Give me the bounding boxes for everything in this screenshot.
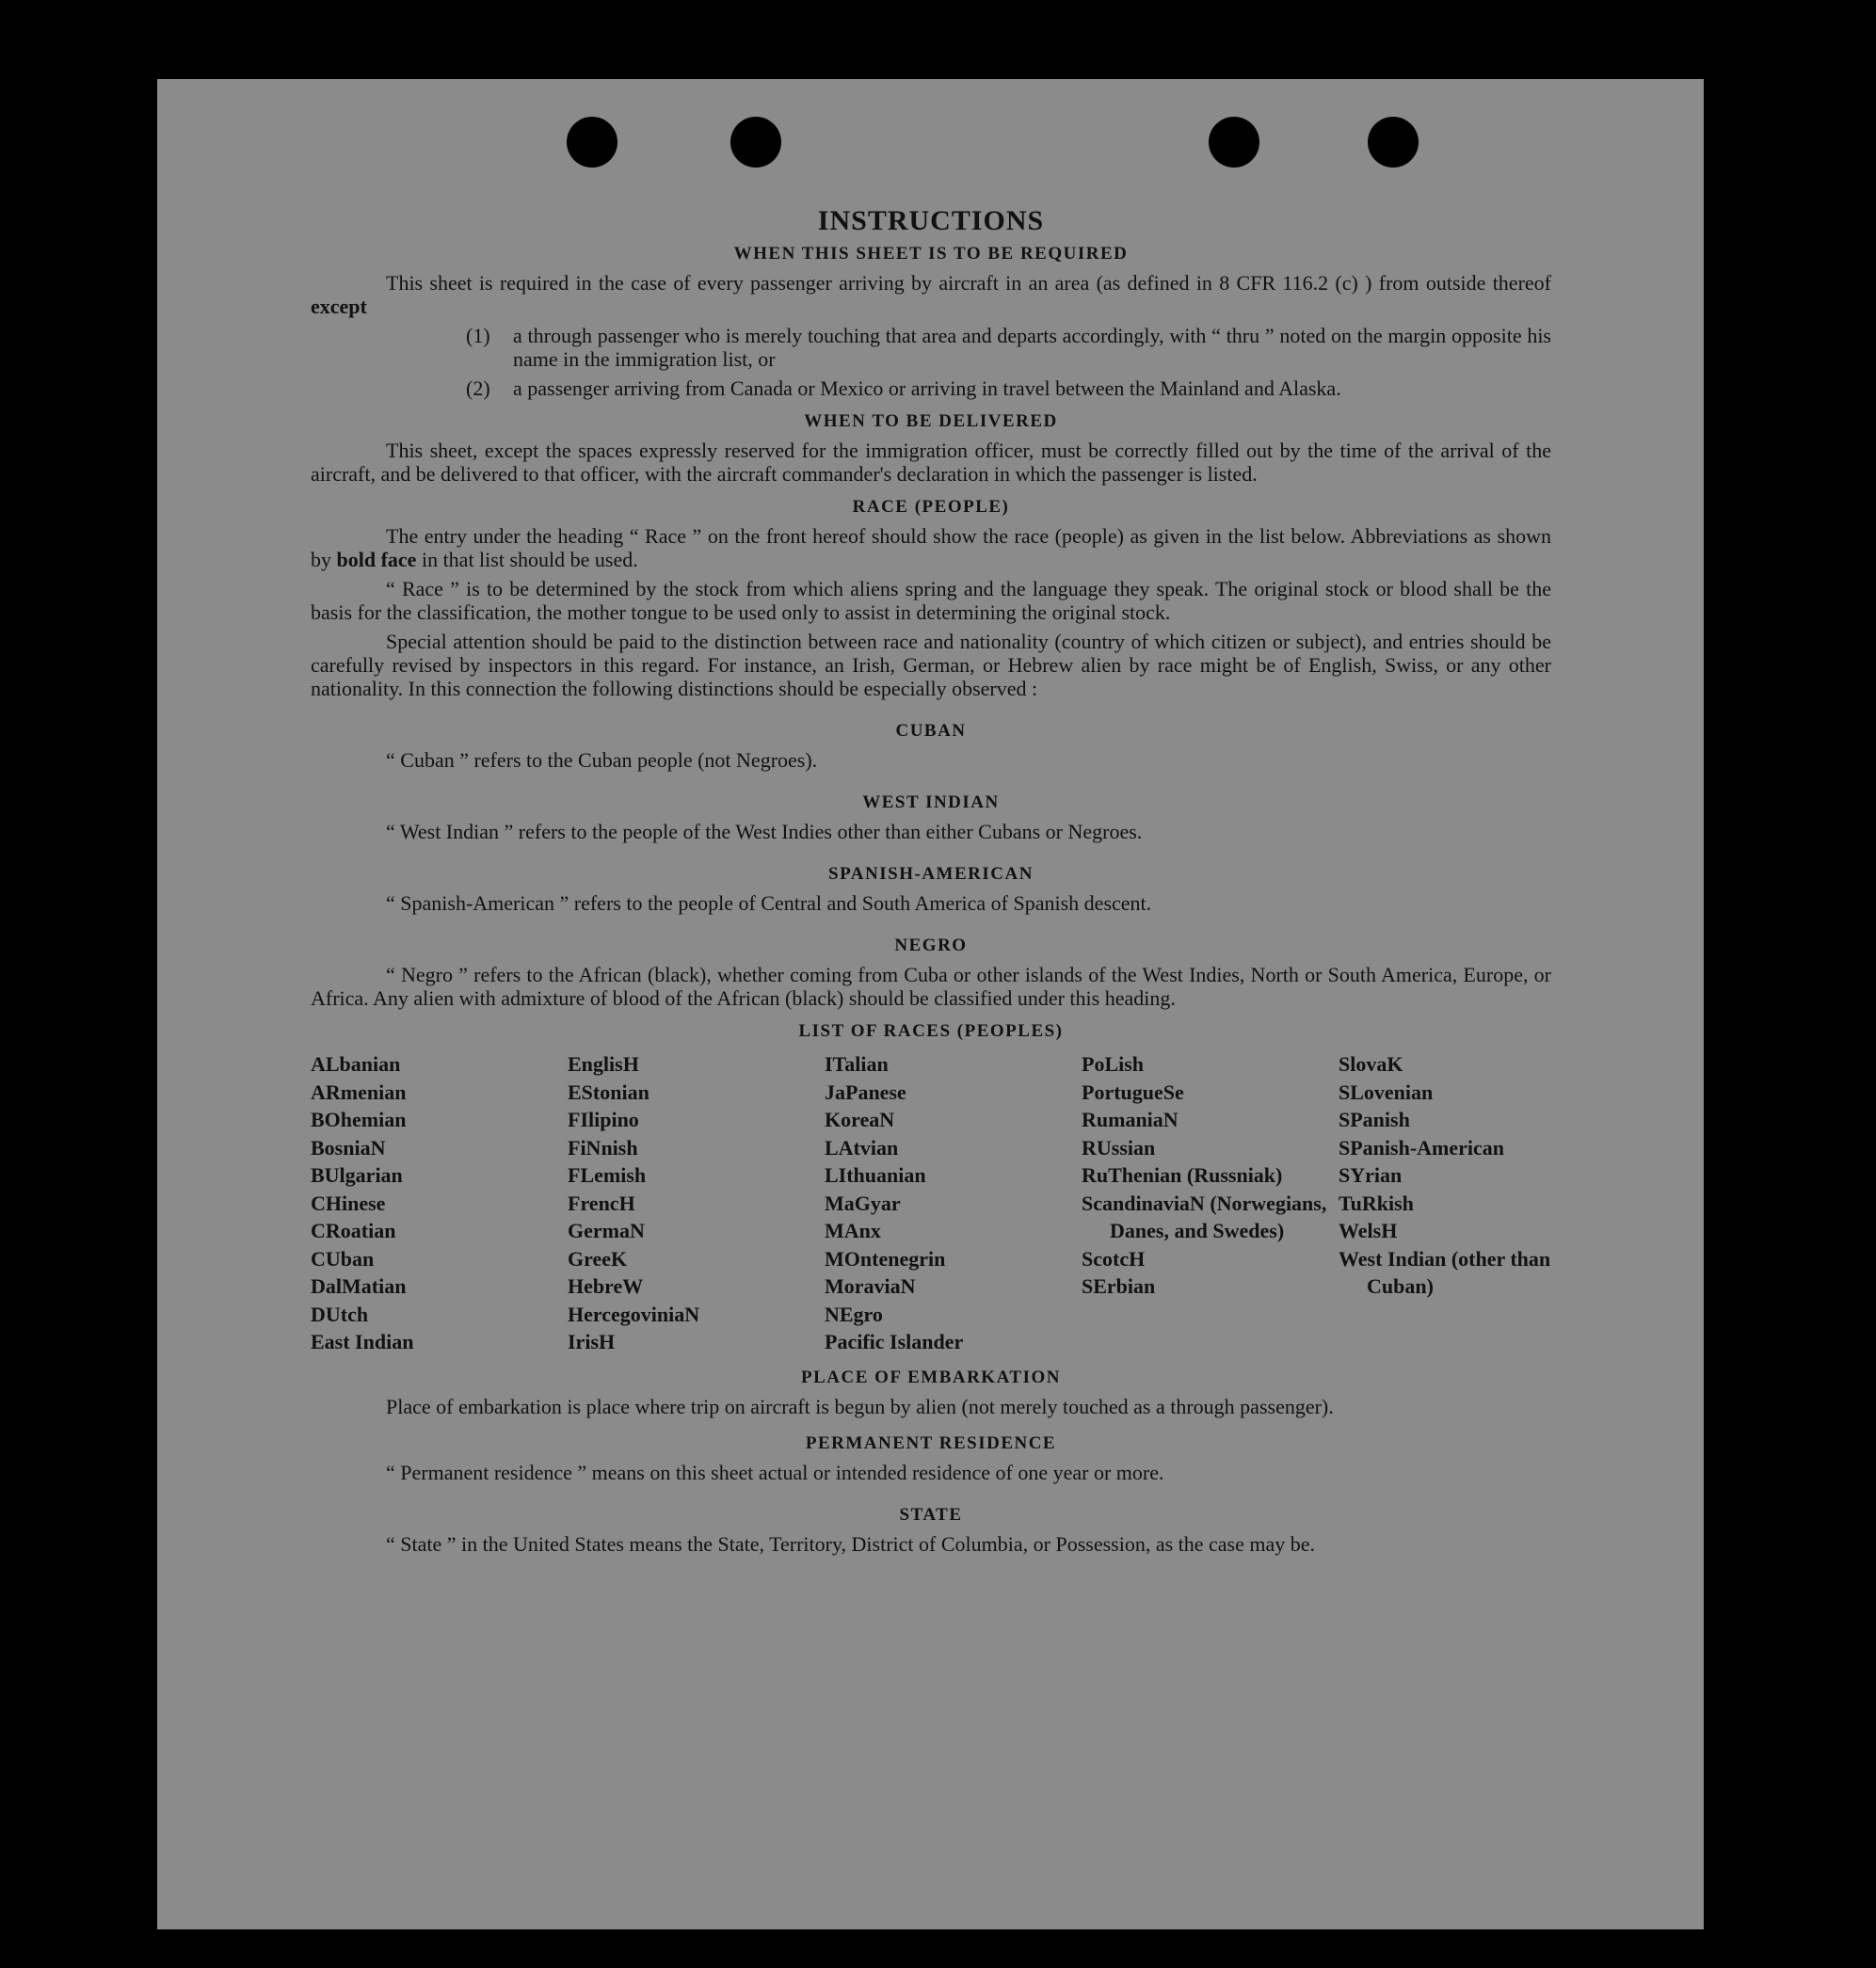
section-heading: WEST INDIAN <box>862 792 1000 812</box>
paragraph: Special attention should be paid to the distinction between race and nationality (country of which citizen or subject), and entries should be carefully revised by inspectors in this regard. For instance, an Irish, German, or Hebrew alien by race might be of English, Swiss, or any other nationality. In this connection the following distinctions should be especially observed : <box>311 630 1551 700</box>
section-heading: WHEN THIS SHEET IS TO BE REQUIRED <box>733 244 1129 264</box>
race-item: LAtvian <box>825 1135 899 1160</box>
race-item: RumaniaN <box>1082 1108 1179 1131</box>
section-heading: PLACE OF EMBARKATION <box>801 1367 1061 1387</box>
punch-hole <box>1209 117 1259 168</box>
section-heading: LIST OF RACES (PEOPLES) <box>798 1021 1064 1041</box>
page-title: INSTRUCTIONS <box>817 205 1045 236</box>
race-item: LIthuanian <box>825 1163 926 1187</box>
race-column <box>568 1050 825 1356</box>
race-item: CHinese <box>311 1191 386 1215</box>
race-item: PortugueSe <box>1082 1080 1184 1104</box>
section-heading: RACE (PEOPLE) <box>852 497 1010 517</box>
paragraph: “ Race ” is to be determined by the stock from which aliens spring and the language they speak. The original stock or blood shall be the basis for the classification, the mother tongue to be used only to assist in determining the original stock. <box>311 577 1551 624</box>
punch-hole <box>730 117 781 168</box>
race-column <box>1339 1050 1595 1356</box>
race-item: SYrian <box>1339 1163 1403 1187</box>
paragraph: This sheet is required in the case of every passenger arriving by aircraft in an area (as defined in 8 CFR 116.2 (c) ) from outside thereof except <box>311 271 1551 318</box>
race-item: GreeK <box>568 1246 628 1271</box>
race-item: MoraviaN <box>825 1274 916 1298</box>
race-item: JaPanese <box>825 1080 906 1104</box>
paragraph: “ State ” in the United States means the State, Territory, District of Columbia, or Possession, as the case may be. <box>386 1531 1316 1556</box>
race-item: WelsH <box>1339 1219 1398 1242</box>
race-item: DUtch <box>311 1302 369 1326</box>
punch-hole <box>1368 117 1419 168</box>
section-heading: NEGRO <box>894 936 968 955</box>
race-item: MOntenegrin <box>825 1246 946 1271</box>
race-item: EnglisH <box>568 1052 639 1076</box>
race-item: FLemish <box>568 1163 647 1187</box>
race-item: SlovaK <box>1339 1052 1403 1076</box>
section-heading: PERMANENT RESIDENCE <box>805 1432 1057 1453</box>
paragraph: This sheet, except the spaces expressly reserved for the immigration officer, must be correctly filled out by the time of the arrival of the aircraft, and be delivered to that officer, with the aircraft commander's declaration in which the passenger is listed. <box>311 439 1551 486</box>
race-item: BUlgarian <box>311 1163 403 1187</box>
race-item: CUban <box>311 1246 375 1271</box>
race-item: BosniaN <box>311 1135 386 1160</box>
race-item: FiNnish <box>568 1135 638 1160</box>
section-heading: WHEN TO BE DELIVERED <box>804 411 1058 431</box>
paragraph: The entry under the heading “ Race ” on the front hereof should show the race (people) as given in the list below. Abbreviations as shown by bold face in that list should be used. <box>311 524 1551 571</box>
race-item: SLovenian <box>1339 1080 1434 1104</box>
race-item: NEgro <box>825 1302 883 1326</box>
race-column <box>825 1050 1082 1356</box>
section-heading: CUBAN <box>895 721 967 741</box>
paragraph: “ Cuban ” refers to the Cuban people (not Negroes). <box>386 748 818 772</box>
race-item: SPanish <box>1339 1108 1410 1131</box>
race-item: KoreaN <box>825 1108 895 1131</box>
instructions-content <box>311 205 1551 1561</box>
race-item: RUssian <box>1082 1135 1156 1160</box>
race-item: West Indian (other than Cuban) <box>1339 1246 1551 1298</box>
punch-hole <box>567 117 617 168</box>
race-item: ScandinaviaN (Norwegians, Danes, and Swedes) <box>1082 1191 1327 1242</box>
section-heading: STATE <box>899 1504 963 1525</box>
race-item: TuRkish <box>1339 1191 1414 1215</box>
race-item: MAnx <box>825 1219 881 1242</box>
race-item: ARmenian <box>311 1080 407 1104</box>
race-item: Pacific Islander <box>825 1330 964 1353</box>
race-item: PoLish <box>1082 1052 1145 1076</box>
paragraph: “ Spanish-American ” refers to the people of Central and South America of Spanish descent. <box>386 891 1152 915</box>
race-item: ALbanian <box>311 1052 401 1076</box>
race-item: HebreW <box>568 1274 644 1298</box>
race-item: SErbian <box>1082 1274 1156 1298</box>
race-column <box>1082 1050 1339 1356</box>
list-item: (1) a through passenger who is merely touching that area and departs accordingly, with “ thru ” noted on the margin opposite his name in the immigration list, or <box>466 324 1551 371</box>
race-item: EStonian <box>568 1080 649 1104</box>
race-item: FIlipino <box>568 1108 639 1131</box>
paragraph: Place of embarkation is place where trip on aircraft is begun by alien (not merely touched as a through passenger). <box>386 1394 1334 1418</box>
paragraph: “ West Indian ” refers to the people of the West Indies other than either Cubans or Negroes. <box>386 820 1143 843</box>
race-item: GermaN <box>568 1219 645 1242</box>
race-list <box>311 1050 1551 1356</box>
race-item: MaGyar <box>825 1191 901 1215</box>
race-item: HercegoviniaN <box>568 1302 700 1326</box>
race-item: CRoatian <box>311 1219 396 1242</box>
paragraph: “ Permanent residence ” means on this sheet actual or intended residence of one year or more. <box>386 1460 1164 1484</box>
race-item: SPanish-American <box>1339 1135 1504 1160</box>
race-item: BOhemian <box>311 1108 407 1131</box>
race-item: ITalian <box>825 1052 889 1076</box>
race-item: ScotcH <box>1082 1246 1146 1271</box>
race-item: IrisH <box>568 1330 616 1353</box>
race-item: DalMatian <box>311 1274 407 1298</box>
race-item: FrencH <box>568 1191 635 1215</box>
race-item: East Indian <box>311 1330 414 1353</box>
section-heading: SPANISH-AMERICAN <box>828 864 1034 884</box>
race-item: RuThenian (Russniak) <box>1082 1163 1283 1187</box>
list-item: (2) a passenger arriving from Canada or Mexico or arriving in travel between the Mainland and Alaska. <box>466 376 1341 400</box>
race-column <box>311 1050 568 1356</box>
paragraph: “ Negro ” refers to the African (black), whether coming from Cuba or other islands of the West Indies, North or South America, Europe, or Africa. Any alien with admixture of blood of the African (black) should be classified under this heading. <box>311 963 1551 1010</box>
